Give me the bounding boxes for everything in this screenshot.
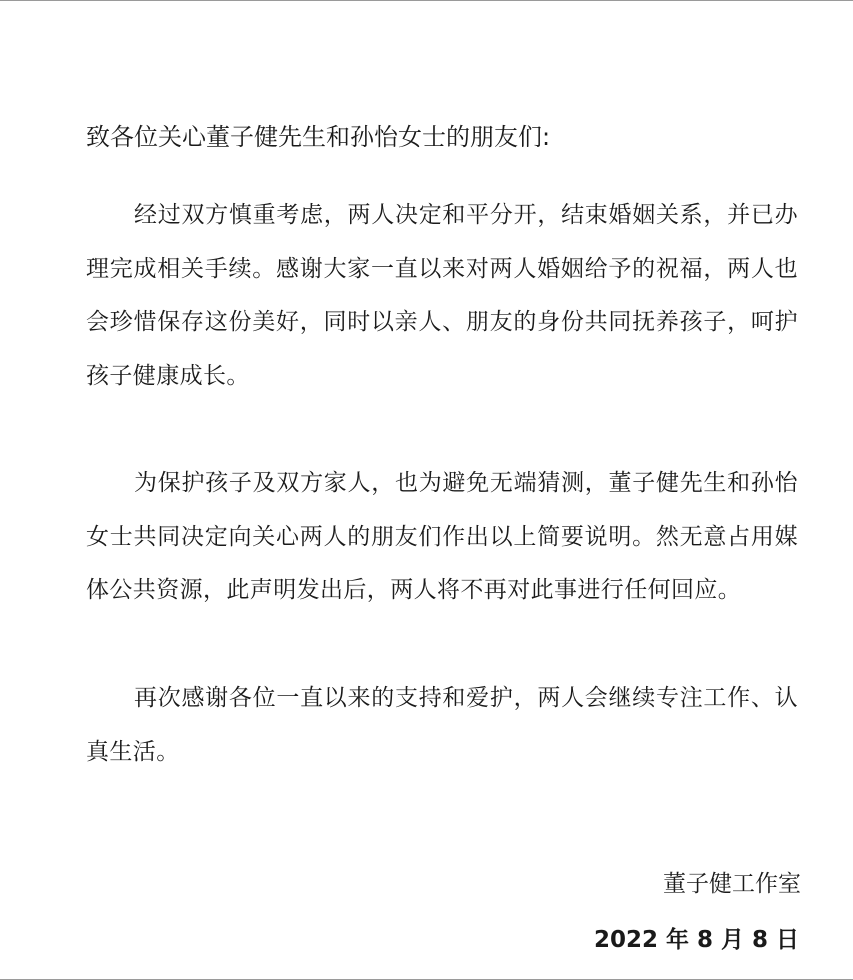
paragraph-1: 经过双方慎重考虑，两人决定和平分开，结束婚姻关系，并已办理完成相关手续。感谢大家一直以来对两人婚姻给予的祝福，两人也会珍惜保存这份美好，同时以亲人、朋友的身份共同抚养孩子，呵护孩子健康成长。 xyxy=(86,202,798,389)
salutation: 致各位关心董子健先生和孙怡女士的朋友们: xyxy=(86,123,551,151)
paragraph-3: 再次感谢各位一直以来的支持和爱护，两人会继续专注工作、认真生活。 xyxy=(86,685,798,765)
signature: 董子健工作室 xyxy=(663,871,801,897)
paragraph-2: 为保护孩子及双方家人，也为避免无端猜测，董子健先生和孙怡女士共同决定向关心两人的朋友们作出以上简要说明。然无意占用媒体公共资源，此声明发出后，两人将不再对此事进行任何回应。 xyxy=(86,470,798,603)
date: 2022 年 8 月 8 日 xyxy=(593,927,799,953)
